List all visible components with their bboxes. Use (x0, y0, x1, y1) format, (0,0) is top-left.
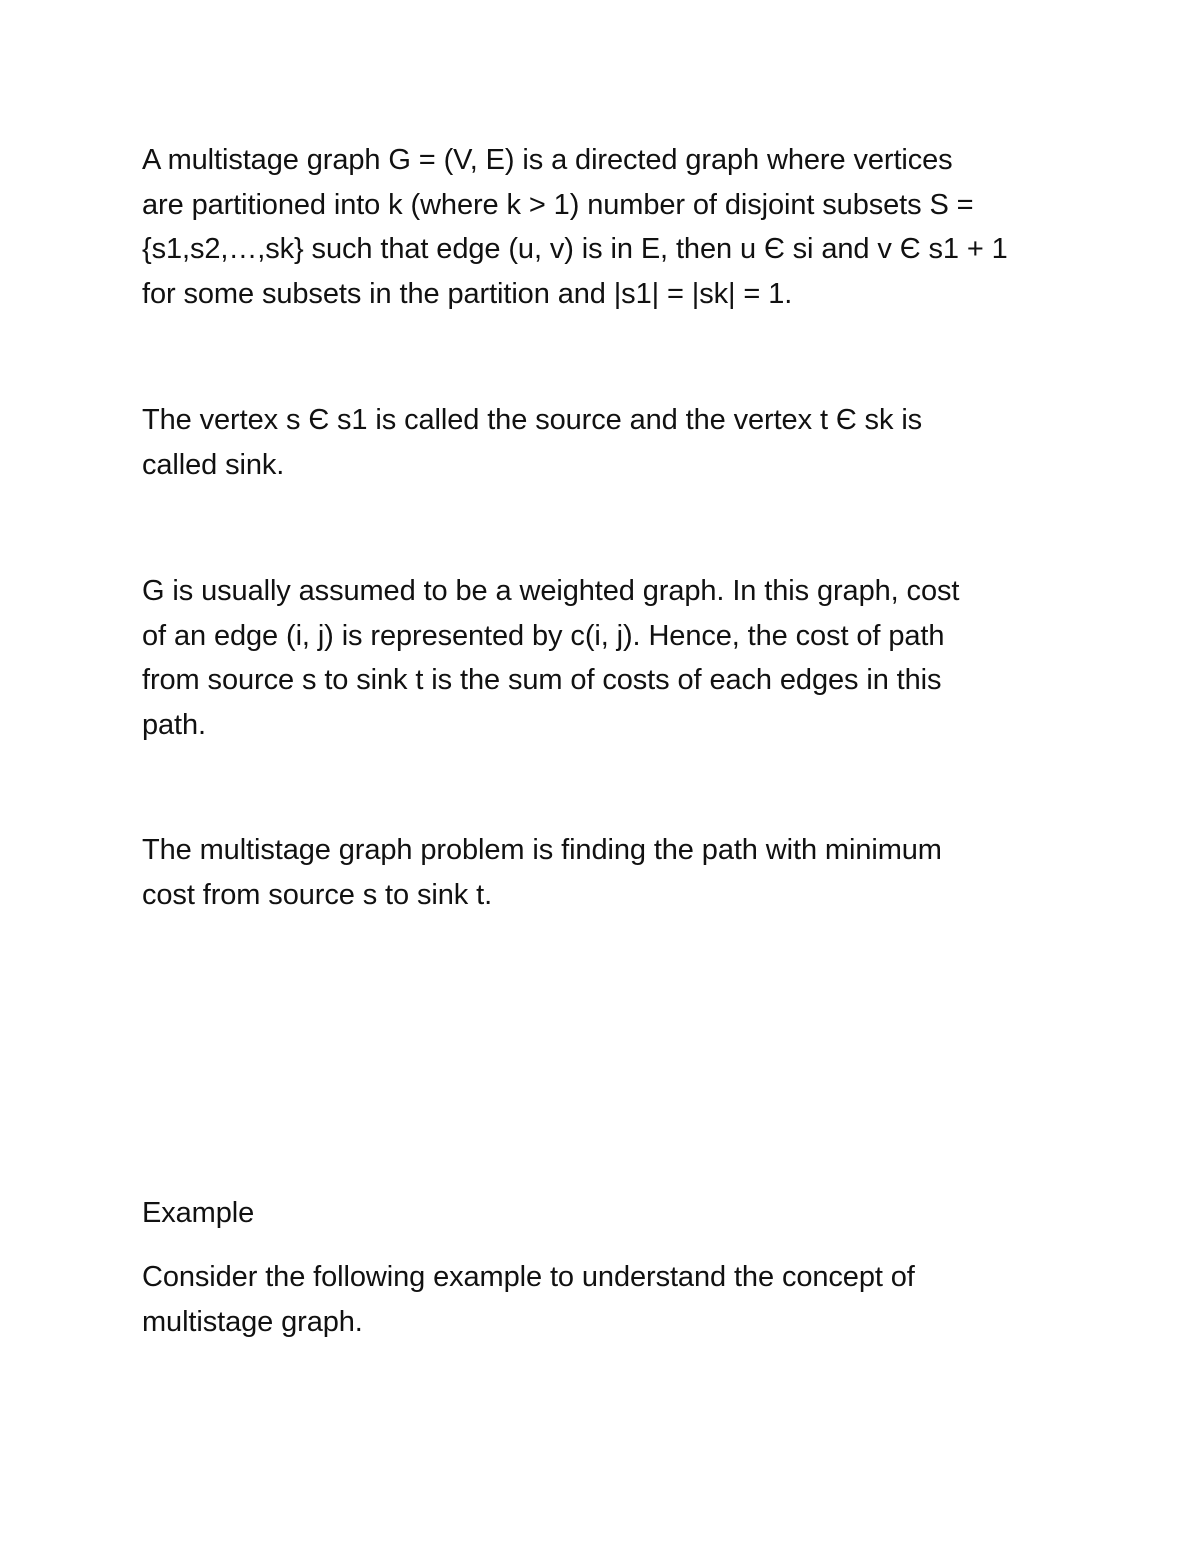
paragraph-problem-statement: The multistage graph problem is finding the path with minimum cost from source s to sink t. (142, 834, 942, 911)
paragraph-weighted-graph: G is usually assumed to be a weighted graph. In this graph, cost of an edge (i, j) is represented by c(i, j). Hence, the cost of path from source s to sink t is the sum of costs of each edges in this path. (142, 575, 960, 741)
paragraph-example-intro: Consider the following example to understand the concept of multistage graph. (142, 1261, 915, 1338)
paragraph-source-sink: The vertex s Є s1 is called the source and the vertex t Є sk is called sink. (142, 404, 923, 481)
paragraph-definition: A multistage graph G = (V, E) is a directed graph where vertices are partitioned into k (where k > 1) number of disjoint subsets S = {s1,s2,…,sk} such that edge (u, v) is in E, then u Є si and v Є s1 + 1 for some subsets in the partition and |s1| = |sk| = 1. (142, 144, 1008, 310)
example-heading: Example (142, 1197, 255, 1229)
